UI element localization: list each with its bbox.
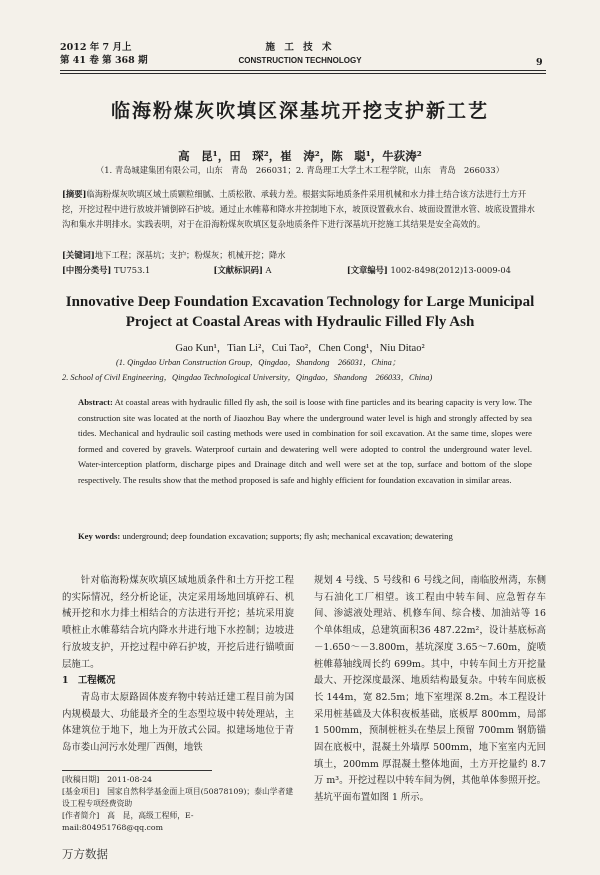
affiliation-en-2: 2. School of Civil Engineering，Qingdao Technological University，Qingdao，Shandong 266033，China) <box>62 373 433 382</box>
footnotes <box>62 774 294 834</box>
authors-en: Gao Kun¹，Tian Li²，Cui Tao²，Chen Cong¹，Niu Ditao² <box>175 343 425 354</box>
keywords-en-label: Key words: <box>78 531 121 541</box>
fund-project: [基金项目] 国家自然科学基金面上项目(50878109)；泰山学者建设工程专项经费资助 <box>62 787 294 808</box>
left-column <box>62 573 294 757</box>
authors-cn: 高 昆¹，田 琛²，崔 涛²，陈 聪¹，牛荻涛² <box>178 149 422 163</box>
header-rule-top <box>60 70 546 71</box>
journal-name-en: CONSTRUCTION TECHNOLOGY <box>238 56 362 65</box>
article-number-value: 1002-8498(2012)13-0009-04 <box>390 265 511 275</box>
abstract-en-label: Abstract: <box>78 397 113 407</box>
article-number-label: [文章编号] <box>346 265 388 275</box>
keywords-en <box>78 529 532 545</box>
intro-paragraph: 针对临海粉煤灰吹填区域地质条件和土方开挖工程的实际情况，经分析论证，决定采用场地回填碎石、机械开挖和水力排土相结合的方法进行开挖；基坑采用旋喷桩止水帷幕结合坑内降水井进行地下水控制；边坡进行放坡支护，开挖过程中碎石护坡，开挖后进行锚喷面层施工。 <box>62 575 294 670</box>
project-overview-paragraph: 青岛市太原路固体废弃物中转站迁建工程目前为国内规模最大、功能最齐全的生态型垃圾中转处理站，主体建筑位于地下，地上为开放式公园。拟建场地位于青岛市娄山河污水处理厂西侧，地铁 <box>62 691 294 754</box>
keywords-cn <box>62 248 538 263</box>
issue-date: 2012 年 7 月上 <box>60 42 132 53</box>
paper-title-en-line1: Innovative Deep Foundation Excavation Technology for Large Municipal <box>65 294 535 310</box>
section-heading-1: 1 工程概况 <box>62 675 116 687</box>
header-rule-bottom <box>60 73 546 74</box>
abstract-cn <box>62 187 538 232</box>
watermark: 万方数据 <box>62 847 108 861</box>
journal-name-cn: 施 工 技 术 <box>265 42 335 53</box>
right-column <box>314 573 546 807</box>
project-overview-continued: 规划 4 号线、5 号线和 6 号线之间，南临胶州湾，东侧与石油化工厂相望。该工程由中转车间、应急暂存车间、渗滤液处理站、机修车间、综合楼、加油站等 16 个单体组成，总建筑面积36 487.22m²，设计基底标高 －1.650～－3.800m，基坑深度 3.65～7.60m，旋喷桩帷幕轴线周长约 699m。其中，中转车间土方开挖量最大、开挖深度最深、地质结构最复杂。中转车间底板长 144m，宽 82.5m；地下室埋深 8.2m。本工程设计采用桩基础及大体积夜板基础，底板厚 800mm，局部 1 500mm，预制桩桩头在垫层上预留 700mm 钢筋锚固在底板中，混凝土外墙厚 500mm，地下室室内无回填土，200mm 厚混凝土整体地面，土方开挖量约 8.7 万 m³。开挖过程以中转车间为例，其他单体参照开挖。基坑平面布置如图 1 所示。 <box>314 575 546 804</box>
footnote-rule <box>62 770 212 771</box>
classification-line <box>62 263 538 278</box>
keywords-en-text: underground; deep foundation excavation; supports; fly ash; mechanical excavation; dewatering <box>122 531 453 541</box>
clc-value: TU753.1 <box>113 265 151 275</box>
received-date: [收稿日期] 2011-08-24 <box>62 775 153 784</box>
abstract-cn-text: 临海粉煤灰吹填区域土质颗粒细腻、土质松散、承载力差。根据实际地质条件采用机械和水力排土结合该方法进行土方开挖，开挖过程中进行放坡并铺倒碎石护坡。通过止水帷幕和降水井控制地下水，坡顶设置截水台、坡面设置泄水管、坡底设置排水沟和集水井明排水。实践表明，对于在沿海粉煤灰吹填区复杂地质条件下进行深基坑开挖施工其结果是安全高效的。 <box>62 189 535 229</box>
affiliations-cn: （1. 青岛城建集团有限公司，山东 青岛 266031；2. 青岛理工大学土木工程学院，山东 青岛 266033） <box>95 165 505 175</box>
abstract-cn-label: [摘要] <box>62 189 87 199</box>
clc-label: [中图分类号] <box>62 265 112 275</box>
paper-title-cn: 临海粉煤灰吹填区深基坑开挖支护新工艺 <box>110 100 489 122</box>
keywords-cn-text: 地下工程；深基坑；支护；粉煤灰；机械开挖；降水 <box>94 250 286 260</box>
doc-code-label: [文献标识码] <box>213 265 263 275</box>
abstract-en-text: At coastal areas with hydraulic filled fly ash, the soil is loose with fine particles and its bearing capacity is very low. The construction site was located at the north of Jiaozhou Bay where the underground water level is high and strongly affected by sea tides. Mechanical and hydraulic soil casting methods were used in combination for soil excavation. At the same time, slopes were formed and covered by gravels. Waterproof curtain and dewatering well were adopted to control the underground water level. Water-interception platform, discharge pipes and Drainage ditch and well were set at the top, surface and bottom of the slope respectively. The results show that the method proposed is safe and highly efficient for foundation excavation in similar areas. <box>78 397 532 485</box>
page-number: 9 <box>536 57 543 68</box>
author-bio: [作者简介] 高 昆，高级工程师，E-mail:804951768@qq.com <box>62 811 194 832</box>
affiliation-en-1: (1. Qingdao Urban Construction Group，Qingdao，Shandong 266031，China； <box>116 358 401 367</box>
paper-title-en-line2: Project at Coastal Areas with Hydraulic Filled Fly Ash <box>125 314 475 330</box>
doc-code-value: A <box>265 265 272 275</box>
abstract-en <box>78 395 532 488</box>
issue-volume: 第 41 卷 第 368 期 <box>60 55 148 66</box>
keywords-cn-label: [关键词] <box>62 250 95 260</box>
